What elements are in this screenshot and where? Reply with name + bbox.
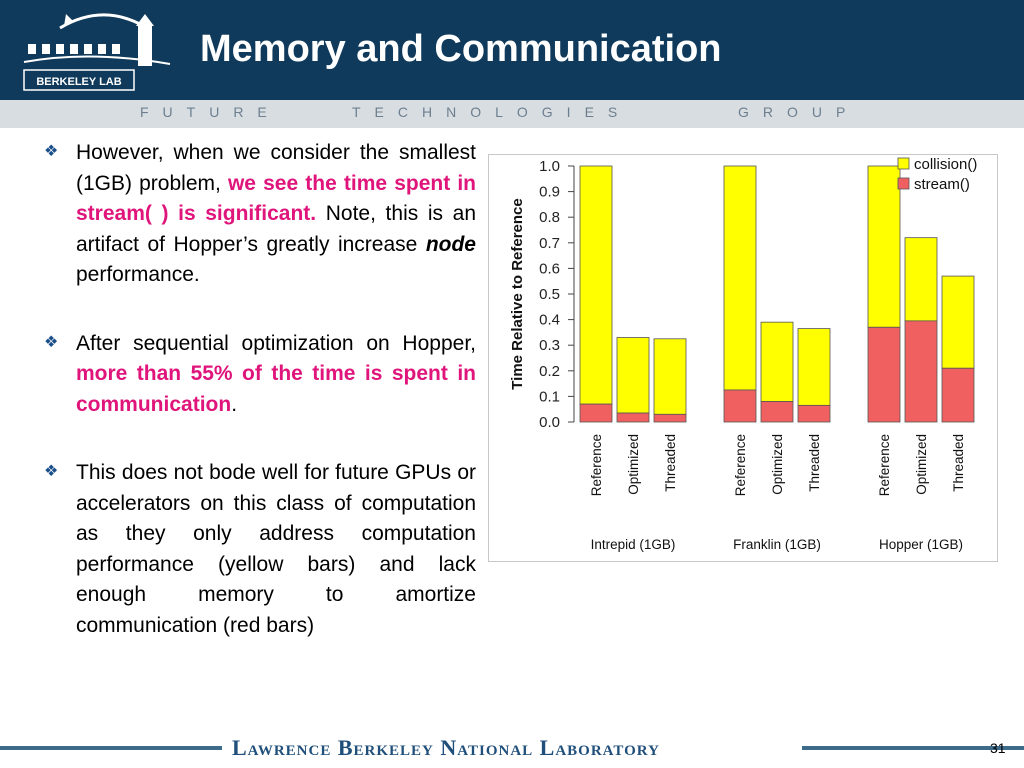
legend-label: stream() (914, 176, 970, 193)
tagline-word-future: FUTURE (140, 104, 281, 120)
bar-collision (761, 322, 793, 401)
y-tick-label: 0.7 (539, 234, 560, 252)
x-category-label: Threaded (807, 434, 822, 492)
bullet-list (44, 138, 476, 679)
x-category-label: Optimized (770, 434, 785, 495)
bar-stream (654, 414, 686, 422)
berkeley-lab-logo-icon (20, 6, 180, 96)
x-category-label: Optimized (914, 434, 929, 495)
x-category-label: Threaded (663, 434, 678, 492)
x-category-label: Reference (877, 434, 892, 497)
bar-collision (868, 166, 900, 327)
tagline-word-technologies: TECHNOLOGIES (352, 104, 632, 120)
x-category-label: Optimized (626, 434, 641, 495)
y-tick-label: 0.3 (539, 337, 560, 355)
bullet-highlight: we see the time spent in stream( ) is significant. (76, 171, 476, 225)
bar-stream (868, 327, 900, 422)
tagline-bar (0, 100, 1024, 128)
diamond-bullet-icon: ❖ (44, 463, 59, 480)
y-tick-label: 0.8 (539, 209, 560, 227)
page-title: Memory and Communication (200, 28, 722, 70)
bullet-text: However, when we consider the smallest (1GB) problem, (76, 141, 476, 195)
y-tick-label: 0.4 (539, 311, 560, 329)
x-category-label: Threaded (951, 434, 966, 492)
legend-swatch (898, 158, 909, 169)
footer-divider-left (0, 746, 222, 750)
bullet-text: This does not bode well for future GPUs or accelerators on this class of computation as they only address computation performance (yellow bars) and lack enough memory to amortize communication (red bars) (76, 461, 476, 637)
bullet-text: After sequential optimization on Hopper, (76, 331, 476, 355)
y-tick-label: 0.0 (539, 414, 560, 431)
bar-collision (654, 339, 686, 415)
bar-collision (617, 338, 649, 414)
bullet-highlight: more than 55% of the time is spent in communication (76, 362, 476, 416)
x-category-label: Reference (589, 434, 604, 497)
y-tick-label: 0.5 (539, 286, 560, 303)
bullet-text: Note, this is an artifact of Hopper’s greatly increase (76, 202, 477, 256)
bar-stream (617, 413, 649, 422)
bullet-item (44, 329, 476, 421)
diamond-bullet-icon: ❖ (44, 143, 59, 160)
bar-collision (724, 166, 756, 390)
header (0, 0, 1024, 100)
bullet-emphasis: node (425, 232, 476, 256)
y-tick-label: 1.0 (539, 158, 560, 175)
x-group-label: Hopper (1GB) (878, 537, 964, 552)
bullet-item (44, 138, 476, 291)
bullet-item (44, 458, 476, 641)
bar-stream (724, 390, 756, 422)
y-tick-label: 0.1 (539, 388, 560, 406)
bullet-text: . (231, 392, 238, 416)
tagline-word-group: GROUP (738, 104, 860, 120)
stacked-bar-chart (488, 154, 998, 562)
bar-stream (761, 402, 793, 422)
y-tick-label: 0.6 (539, 260, 560, 278)
bar-stream (580, 404, 612, 422)
y-tick-label: 0.2 (539, 362, 560, 380)
page-number: 31 (990, 740, 1006, 756)
bar-stream (905, 321, 937, 422)
x-category-label: Reference (733, 434, 748, 497)
bar-stream (942, 368, 974, 422)
bullet-text: performance. (76, 263, 200, 286)
y-axis-label: Time Relative to Reference (509, 198, 526, 390)
bar-collision (942, 276, 974, 368)
y-tick-label: 0.9 (539, 183, 560, 201)
bar-collision (580, 166, 612, 404)
logo-text: BERKELEY LAB (36, 76, 122, 88)
x-group-label: Intrepid (1GB) (590, 537, 676, 552)
footer-lab-name: Lawrence Berkeley National Laboratory (232, 735, 660, 760)
bar-collision (798, 329, 830, 406)
bar-stream (798, 405, 830, 422)
bar-collision (905, 238, 937, 321)
legend-swatch (898, 178, 909, 189)
legend-label: collision() (914, 156, 978, 173)
x-group-label: Franklin (1GB) (733, 537, 821, 552)
diamond-bullet-icon: ❖ (44, 333, 59, 351)
